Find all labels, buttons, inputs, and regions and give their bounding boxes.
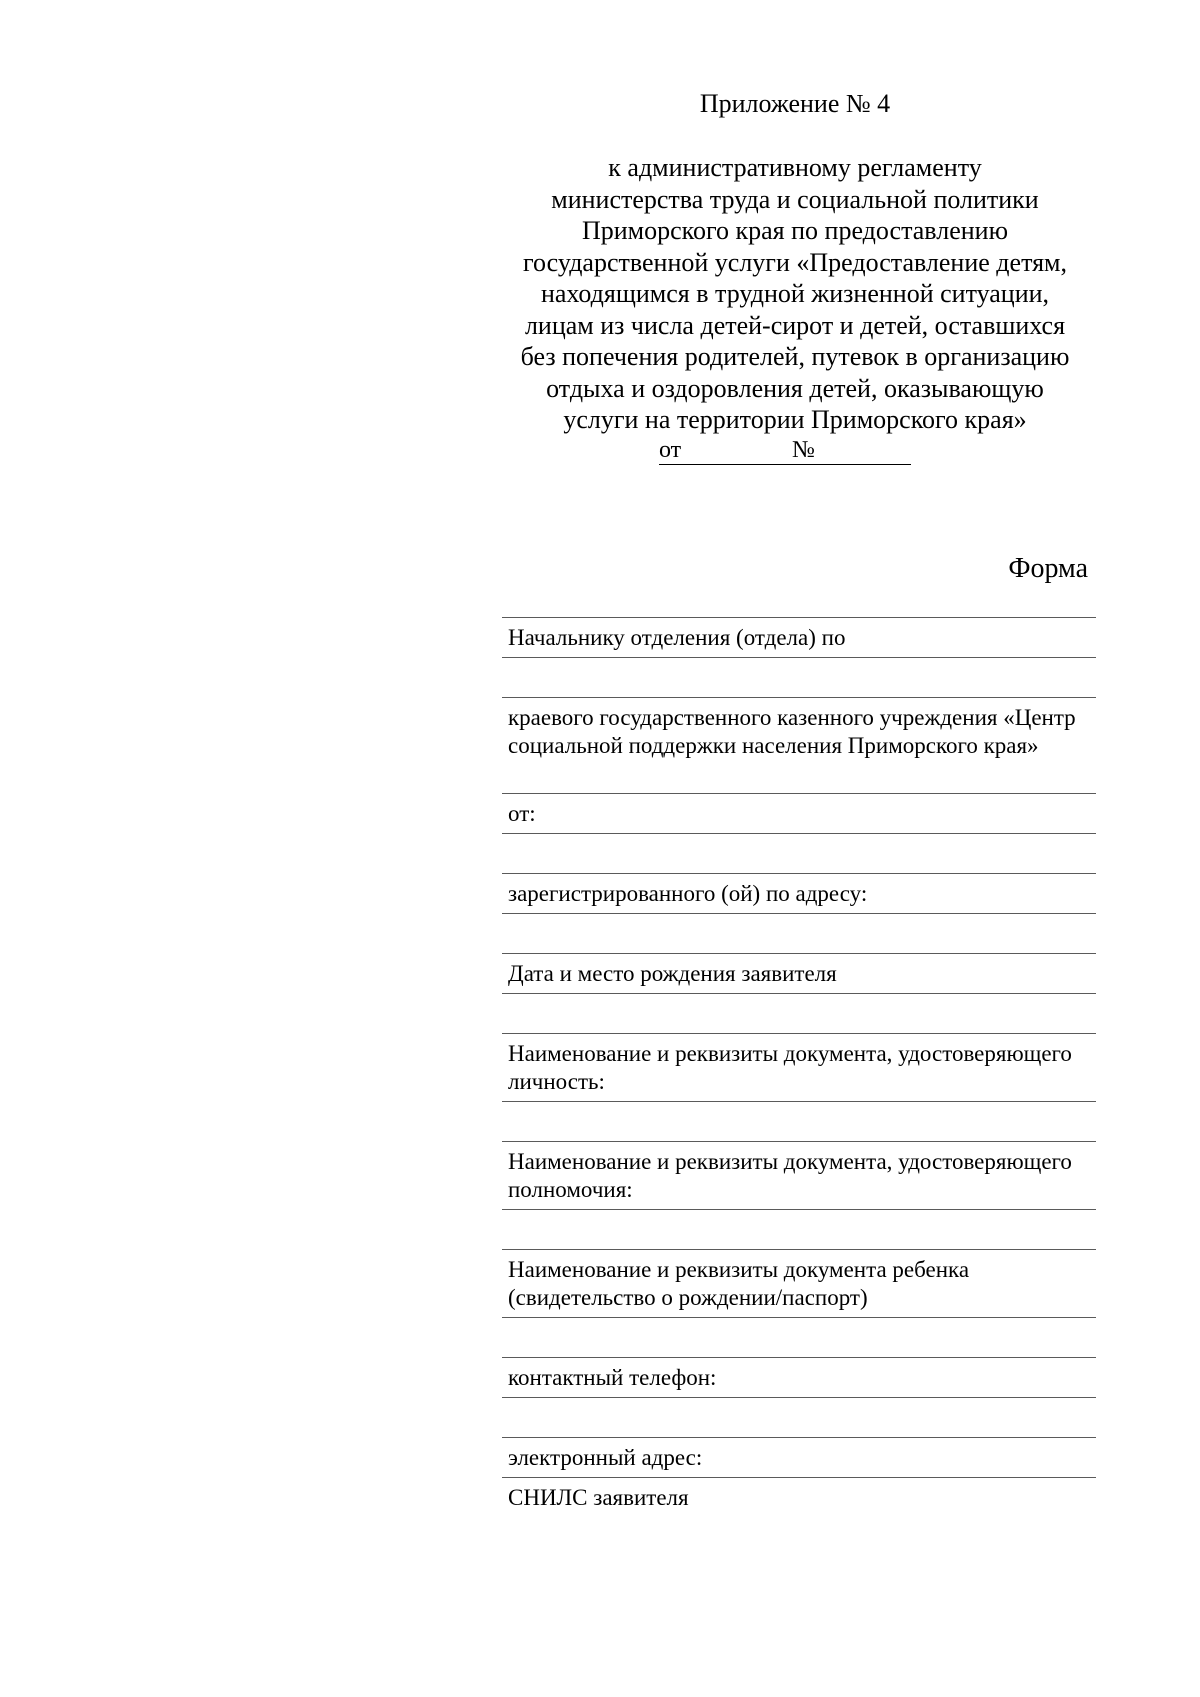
form-rule xyxy=(502,1209,1096,1210)
appendix-line: к административному регламенту xyxy=(608,153,982,182)
form-rule xyxy=(502,1357,1096,1358)
form-rule xyxy=(502,793,1096,794)
form-rule xyxy=(502,1033,1096,1034)
form-rule xyxy=(502,1397,1096,1398)
field-label-line: Наименование и реквизиты документа, удостоверяющего xyxy=(508,1149,1072,1174)
number-sign: № xyxy=(792,437,815,463)
field-label-email xyxy=(508,1444,702,1472)
form-label: Форма xyxy=(1008,553,1088,584)
form-rule xyxy=(502,1141,1096,1142)
appendix-line: находящимся в трудной жизненной ситуации, xyxy=(540,279,1050,308)
field-label-line: Начальнику отделения (отдела) по xyxy=(508,625,846,650)
field-label-line: от: xyxy=(508,801,536,826)
form-rule xyxy=(502,953,1096,954)
form-rule xyxy=(502,873,1096,874)
form-rule xyxy=(502,1477,1096,1478)
field-label-registered-address xyxy=(508,880,867,908)
form-rule xyxy=(502,657,1096,658)
regulation-date-number-line xyxy=(659,436,911,465)
form-rule xyxy=(502,1101,1096,1102)
appendix-line: без попечения родителей, путевок в организацию xyxy=(520,342,1070,371)
appendix-line: государственной услуги «Предоставление детям, xyxy=(522,247,1068,277)
field-label-line: Наименование и реквизиты документа, удостоверяющего xyxy=(508,1041,1072,1066)
appendix-line: Приморского края по предоставлению xyxy=(581,216,1008,245)
appendix-line: министерства труда и социальной политики xyxy=(551,184,1039,214)
field-label-phone xyxy=(508,1364,716,1392)
form-rule xyxy=(502,1249,1096,1250)
form-rule xyxy=(502,913,1096,914)
field-label-snils xyxy=(508,1484,689,1512)
field-label-line: Наименование и реквизиты документа ребенка xyxy=(508,1257,970,1282)
appendix-line: отдыха и оздоровления детей, оказывающую xyxy=(546,373,1044,403)
form-rule xyxy=(502,1317,1096,1318)
field-label-line: краевого государственного казенного учреждения «Центр xyxy=(508,705,1076,730)
field-label-line: электронный адрес: xyxy=(508,1445,703,1470)
field-label-line: контактный телефон: xyxy=(508,1365,717,1390)
field-label-line: зарегистрированного (ой) по адресу: xyxy=(508,881,868,906)
appendix-line: лицам из числа детей-сирот и детей, оставшихся xyxy=(524,310,1066,340)
appendix-text xyxy=(470,152,1120,436)
field-label-line: Дата и место рождения заявителя xyxy=(508,961,837,986)
date-prefix: от xyxy=(659,437,682,463)
form-rule xyxy=(502,1437,1096,1438)
form-rule xyxy=(502,617,1096,618)
field-label-line: полномочия: xyxy=(508,1177,633,1202)
field-label-institution xyxy=(508,704,1076,760)
field-label-department-head xyxy=(508,624,845,652)
field-label-birth-date-place xyxy=(508,960,837,988)
field-label-line: (свидетельство о рождении/паспорт) xyxy=(508,1285,868,1310)
field-label-from xyxy=(508,800,536,828)
form-rule xyxy=(502,697,1096,698)
appendix-line: услуги на территории Приморского края» xyxy=(563,405,1027,434)
field-label-identity-document xyxy=(508,1040,1072,1096)
field-label-authority-document xyxy=(508,1148,1072,1204)
appendix-title: Приложение № 4 xyxy=(699,89,891,118)
form-rule xyxy=(502,833,1096,834)
field-label-line: социальной поддержки населения Приморского края» xyxy=(508,733,1039,758)
form-rule xyxy=(502,993,1096,994)
field-label-line: личность: xyxy=(508,1069,605,1094)
field-label-line: СНИЛС заявителя xyxy=(508,1485,689,1510)
field-label-child-document xyxy=(508,1256,969,1312)
